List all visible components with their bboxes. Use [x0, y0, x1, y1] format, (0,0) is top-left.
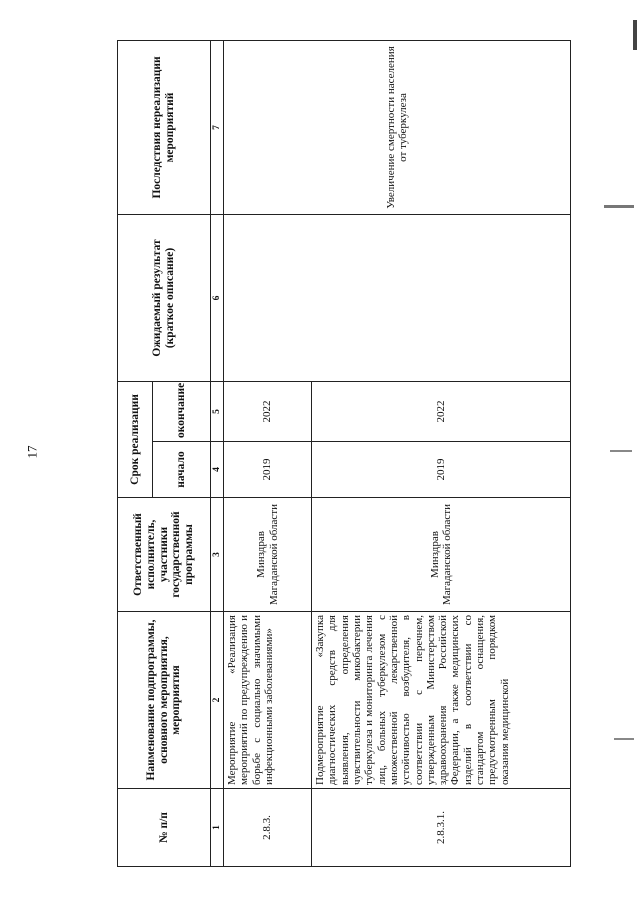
table-row — [224, 40, 312, 866]
scan-artifact — [633, 20, 637, 50]
header-executor: Ответственный исполнитель, участники государственной программы — [118, 498, 211, 612]
scan-artifact — [604, 205, 634, 208]
column-number: 4 — [211, 442, 224, 498]
header-name: Наименование подпрограммы, основного мероприятия, мероприятия — [118, 612, 211, 789]
header-start: начало — [153, 442, 211, 498]
header-end: окончание — [153, 381, 211, 441]
page-number: 17 — [24, 445, 40, 459]
header-number: № п/п — [118, 789, 211, 867]
row-executor: Минздрав Магаданской области — [224, 498, 312, 612]
column-number: 5 — [211, 381, 224, 441]
header-expected-result: Ожидаемый результат (краткое описание) — [118, 214, 211, 381]
row-name: Подмероприятие «Закупка диагностических средств для выявления, определения чувствительности микобактерии туберкулеза и мониторинга лечения лиц, больных туберкулезом с множественной лекарственной устойчивостью возбудителя, в соответствии с перечнем, утвержденным Министерством здравоохранения Российской Федерации, а также медицинских изделий в соответствии со стандартом оснащения, предусмотренным порядком оказания медицинской — [312, 612, 571, 789]
row-start: 2019 — [224, 442, 312, 498]
program-table-wrapper — [117, 41, 571, 867]
scan-artifact — [610, 450, 632, 452]
row-start: 2019 — [312, 442, 571, 498]
header-consequences: Последствия нереализации мероприятий — [118, 40, 211, 214]
column-number: 6 — [211, 214, 224, 381]
row-executor: Минздрав Магаданской области — [312, 498, 571, 612]
row-name: Мероприятие «Реализация мероприятий по предупреждению и борьбе с социально значимыми инфекционными заболеваниями» — [224, 612, 312, 789]
row-expected-result — [224, 214, 571, 381]
row-end: 2022 — [312, 381, 571, 441]
row-end: 2022 — [224, 381, 312, 441]
column-number: 2 — [211, 612, 224, 789]
column-number: 3 — [211, 498, 224, 612]
row-number: 2.8.3. — [224, 789, 312, 867]
row-consequence: Увеличение смертности населения от туберкулеза — [224, 40, 571, 214]
column-number: 7 — [211, 40, 224, 214]
row-number: 2.8.3.1. — [312, 789, 571, 867]
column-number: 1 — [211, 789, 224, 867]
header-period: Срок реализации — [118, 381, 153, 497]
program-table — [117, 40, 571, 867]
scan-artifact — [614, 738, 634, 740]
